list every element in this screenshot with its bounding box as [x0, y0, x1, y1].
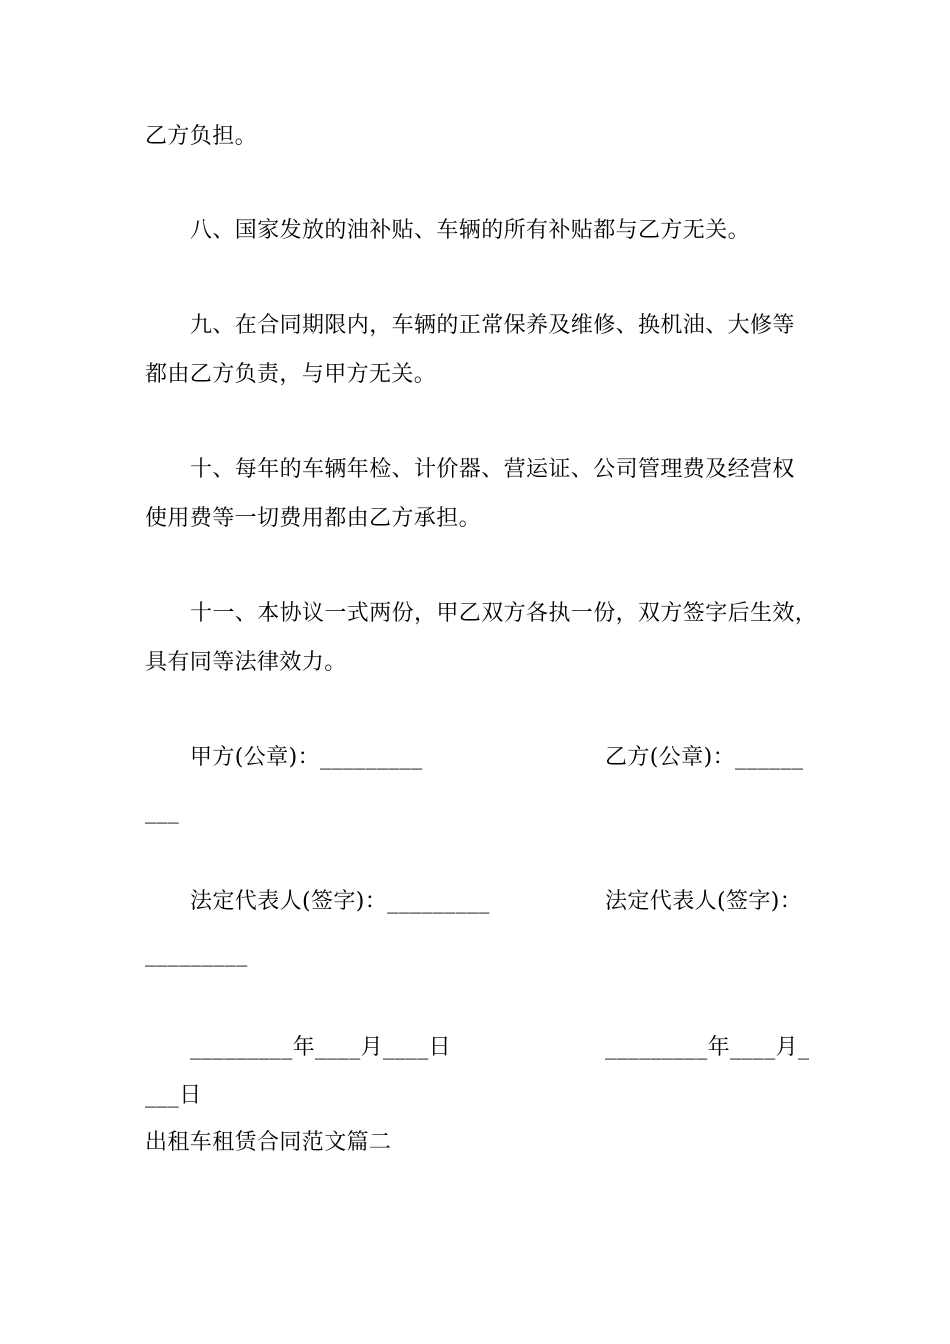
party-a-representative: 法定代表人(签字)：_________: [190, 889, 490, 914]
paragraph-line: 乙方负担。: [145, 124, 258, 149]
clause-nine-line-2: 都由乙方负责，与甲方无关。: [145, 362, 437, 387]
clause-eight: 八、国家发放的油补贴、车辆的所有补贴都与乙方无关。: [190, 218, 751, 243]
clause-eleven-line-1: 十一、本协议一式两份，甲乙双方各执一份，双方签字后生效，: [190, 601, 818, 626]
next-section-title: 出租车租赁合同范文篇二: [145, 1130, 392, 1155]
party-b-date: _________年____月_: [605, 1035, 810, 1060]
party-b-representative-continuation: _________: [145, 942, 248, 967]
party-a-seal: 甲方(公章)：_________: [190, 745, 423, 770]
clause-ten-line-2: 使用费等一切费用都由乙方承担。: [145, 506, 482, 531]
clause-eleven-line-2: 具有同等法律效力。: [145, 650, 347, 675]
party-b-representative: 法定代表人(签字)：: [605, 889, 803, 914]
party-b-date-continuation: ___日: [145, 1083, 202, 1108]
party-b-seal-continuation: ___: [145, 799, 180, 824]
clause-ten-line-1: 十、每年的车辆年检、计价器、营运证、公司管理费及经营权: [190, 457, 795, 482]
party-b-seal: 乙方(公章)：______: [605, 745, 804, 770]
party-a-date: _________年____月____日: [190, 1035, 452, 1060]
clause-nine-line-1: 九、在合同期限内，车辆的正常保养及维修、换机油、大修等: [190, 313, 795, 338]
